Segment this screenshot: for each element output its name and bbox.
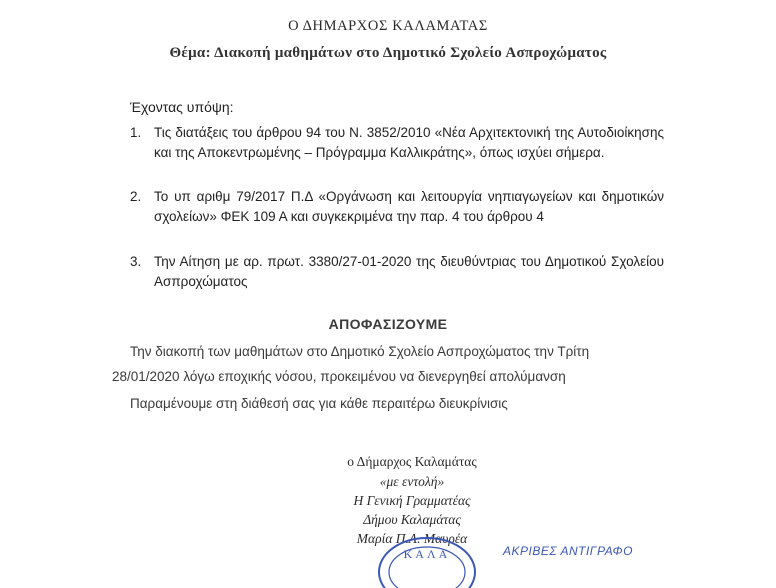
stamp-text: ΚΑΛΑ: [403, 547, 451, 561]
item-text: Το υπ αριθμ 79/2017 Π.Δ «Οργάνωση και λειτουργία νηπιαγωγείων και δημοτικών σχολείων» ΦΕΚ 109 Α και συγκεκριμένα την παρ. 4 του άρθρου 4: [154, 189, 664, 224]
document-title: Ο ΔΗΜΑΡΧΟΣ ΚΑΛΑΜΑΤΑΣ: [288, 18, 488, 34]
signature-line-4: Δήμου Καλαμάτας: [363, 512, 461, 527]
decision-heading: ΑΠΟΦΑΣΙΖΟΥΜΕ: [328, 316, 448, 332]
signature-line-5: Μαρία Π.Λ. Μαυρέα: [356, 531, 468, 546]
decision-line-3: Παραμένουμε στη διάθεσή σας για κάθε περαιτέρω διευκρίνισις: [130, 396, 508, 411]
decision-line-1: Την διακοπή των μαθημάτων στο Δημοτικό Σχολείο Ασπροχώματος την Τρίτη: [130, 344, 590, 359]
decision-line-2: 28/01/2020 λόγω εποχικής νόσου, προκειμένου να διενεργηθεί απολύμανση: [112, 369, 566, 384]
item-number: 2.: [130, 189, 142, 204]
seal-stamp-icon: [372, 528, 482, 588]
item-number: 3.: [130, 254, 142, 269]
item-number: 1.: [130, 125, 142, 140]
item-text: Την Αίτηση με αρ. πρωτ. 3380/27-01-2020 της διευθύντριας του Δημοτικού Σχολείου Ασπροχώματος: [154, 254, 664, 289]
signature-line-3: Η Γενική Γραμματέας: [353, 493, 471, 508]
considering-label: Έχοντας υπόψη:: [130, 99, 234, 115]
item-text: Τις διατάξεις του άρθρου 94 του Ν. 3852/2010 «Νέα Αρχιτεκτονική της Αυτοδιοίκησης και της Αποκεντρωμένης – Πρόγραμμα Καλλικράτης», όπως ισχύει σήμερα.: [154, 125, 664, 160]
signature-line-2: «με εντολή»: [379, 474, 445, 489]
document-subject: Θέμα: Διακοπή μαθημάτων στο Δημοτικό Σχολείο Ασπροχώματος: [169, 45, 607, 61]
certified-copy-stamp: ΑΚΡΙΒΕΣ ΑΝΤΙΓΡΑΦΟ: [503, 544, 633, 558]
signature-line-1: ο Δήμαρχος Καλαμάτας: [347, 454, 477, 469]
